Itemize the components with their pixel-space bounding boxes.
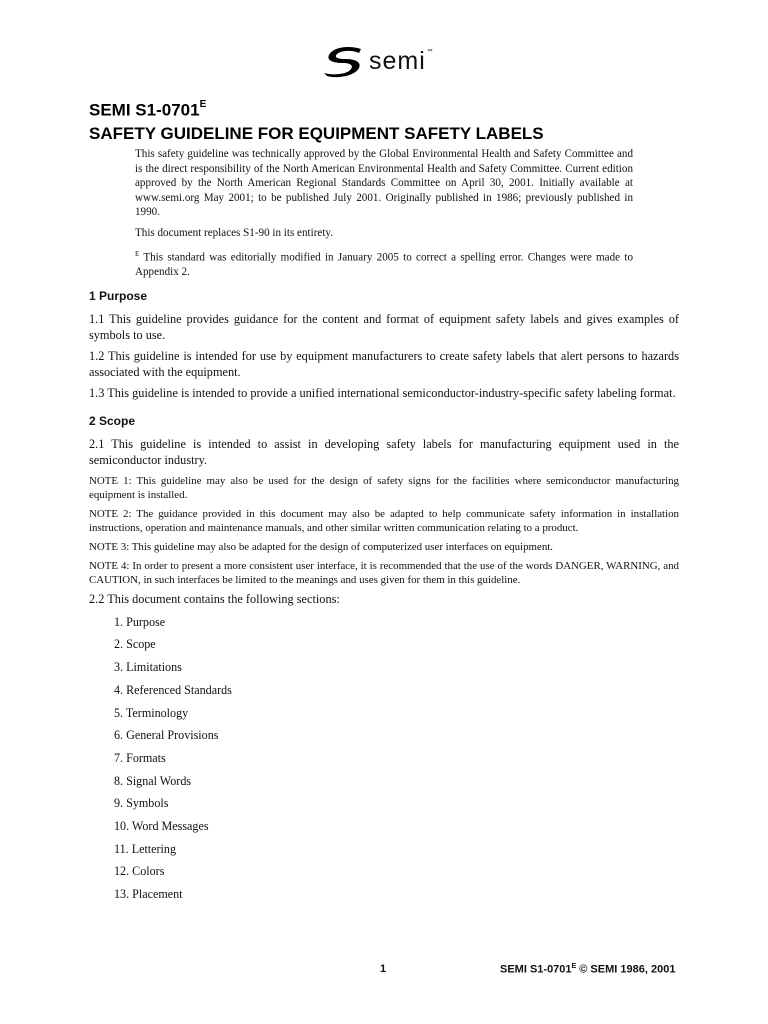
- section-list-item: 5. Terminology: [114, 705, 189, 720]
- section-list-item: 2. Scope: [114, 637, 156, 652]
- document-number-text: SEMI S1-0701: [89, 100, 200, 120]
- section-heading-purpose: 1 Purpose: [89, 289, 148, 303]
- main-content: [89, 289, 679, 909]
- section-list-item: 11. Lettering: [114, 841, 177, 856]
- section-heading-scope: 2 Scope: [89, 413, 136, 428]
- section-list-item: 13. Placement: [114, 887, 183, 901]
- section-list-item: 9. Symbols: [114, 796, 169, 811]
- paragraph-2-2: 2.2 This document contains the following sections:: [89, 592, 340, 607]
- footer-doc: SEMI S1-0701: [500, 963, 572, 976]
- footer-copyright-text: © SEMI 1986, 2001: [576, 963, 676, 976]
- document-title: SAFETY GUIDELINE FOR EQUIPMENT SAFETY LABELS: [89, 123, 544, 143]
- semi-logo: [321, 44, 433, 78]
- note-1: NOTE 1: This guideline may also be used for the design of safety signs for the facilities where semiconductor manufacturing equipment is installed.: [89, 475, 679, 502]
- page-number: 1: [380, 963, 387, 975]
- section-list-item: 1. Purpose: [114, 614, 166, 629]
- paragraph-1-2: 1.2 This guideline is intended for use by equipment manufacturers to create safety labels that alert persons to hazards associated with the equipment.: [89, 349, 679, 379]
- section-list-item: 12. Colors: [114, 864, 165, 879]
- paragraph-1-3: 1.3 This guideline is intended to provide a unified international semiconductor-industry-specific safety labeling format.: [89, 386, 676, 401]
- section-list-item: 7. Formats: [114, 750, 166, 765]
- replaces-text: This document replaces S1-90 in its entirety.: [135, 226, 333, 239]
- document-number-sup: E: [199, 99, 207, 110]
- document-title-block: [89, 95, 544, 145]
- section-list-item: 3. Limitations: [114, 660, 182, 675]
- document-number: [89, 95, 544, 122]
- section-list-item: 6. General Provisions: [114, 728, 219, 743]
- note-3: NOTE 3: This guideline may also be adapted for the design of computerized user interfaces on equipment.: [89, 541, 554, 554]
- section-list-item: 10. Word Messages: [114, 818, 209, 833]
- editorial-sup: E: [135, 249, 140, 258]
- editorial-text: This standard was editorially modified in January 2005 to correct a spelling error. Changes were made to Appendix 2.: [135, 251, 633, 278]
- approval-text: This safety guideline was technically approved by the Global Environmental Health and Safety Committee and is the direct responsibility of the North American Environmental Health and Safety Committee. Current edition approved by the North American Regional Standards Committee on April 30, 2001. Initially available at www.semi.org May 2001; to be published July 2001. Originally published in 1986; previously published in 1990.: [135, 148, 633, 219]
- logo-wordmark: semi: [369, 46, 426, 75]
- paragraph-1-1: 1.1 This guideline provides guidance for the content and format of equipment safety labels and gives examples of symbols to use.: [89, 312, 679, 342]
- footer-copyright: [500, 963, 675, 976]
- section-list-item: 4. Referenced Standards: [114, 682, 232, 697]
- section-list: [89, 614, 679, 909]
- intro-block: [135, 147, 633, 285]
- footer-doc-sup: E: [571, 963, 577, 970]
- semi-logo-icon: [321, 44, 365, 78]
- section-list-item: 8. Signal Words: [114, 773, 192, 788]
- editorial-note: [135, 247, 633, 280]
- note-2: NOTE 2: The guidance provided in this document may also be adapted to help communicate safety information in installation instructions, operation and maintenance manuals, and other similar written communication relating to a product.: [89, 508, 679, 535]
- logo-trademark: ™: [426, 49, 433, 55]
- note-4: NOTE 4: In order to present a more consistent user interface, it is recommended that the use of the words DANGER, WARNING, and CAUTION, in such interfaces be limited to the meanings and uses given for them in this guideline.: [89, 560, 679, 587]
- paragraph-2-1: 2.1 This guideline is intended to assist in developing safety labels for manufacturing equipment used in the semiconductor industry.: [89, 436, 679, 467]
